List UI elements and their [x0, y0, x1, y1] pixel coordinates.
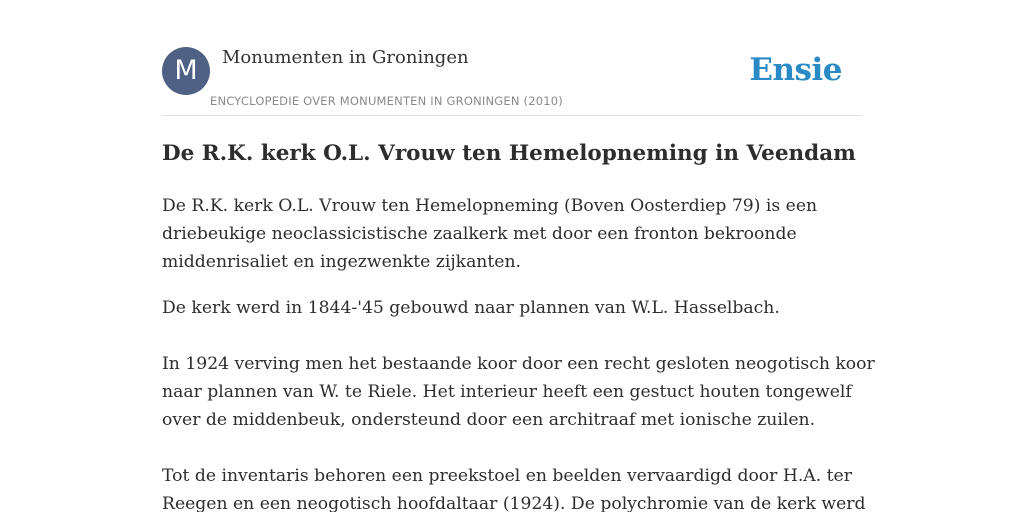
article-page: [162, 0, 875, 512]
paragraph-line: Reegen en een neogotisch hoofdaltaar (1924). De polychromie van de kerk werd: [162, 494, 866, 512]
article-paragraph: [162, 350, 875, 434]
paragraph-line: over de middenbeuk, ondersteund door een architraaf met ionische zuilen.: [162, 410, 816, 430]
article-paragraph: [162, 192, 862, 276]
paragraph-line: In 1924 verving men het bestaande koor door een recht gesloten neogotisch koor: [162, 354, 875, 374]
source-title-link[interactable]: Monumenten in Groningen: [222, 47, 469, 68]
article-paragraph: [162, 462, 866, 512]
paragraph-line: De R.K. kerk O.L. Vrouw ten Hemelopneming (Boven Oosterdiep 79) is een: [162, 196, 818, 216]
source-subtitle: ENCYCLOPEDIE OVER MONUMENTEN IN GRONINGEN (2010): [210, 94, 563, 108]
paragraph-line: driebeukige neoclassicistische zaalkerk met door een fronton bekroonde: [162, 224, 797, 244]
ensie-logo[interactable]: Ensie: [749, 52, 842, 88]
paragraph-line: De kerk werd in 1844-'45 gebouwd naar plannen van W.L. Hasselbach.: [162, 298, 780, 318]
paragraph-line: middenrisaliet en ingezwenkte zijkanten.: [162, 252, 521, 272]
source-header: [162, 0, 862, 116]
article-paragraph: [162, 294, 862, 322]
paragraph-line: naar plannen van W. te Riele. Het interieur heeft een gestuct houten tongewelf: [162, 382, 852, 402]
source-avatar[interactable]: M: [162, 47, 210, 95]
article-title: De R.K. kerk O.L. Vrouw ten Hemelopneming in Veendam: [162, 141, 856, 166]
paragraph-line: Tot de inventaris behoren een preekstoel en beelden vervaardigd door H.A. ter: [162, 466, 852, 486]
